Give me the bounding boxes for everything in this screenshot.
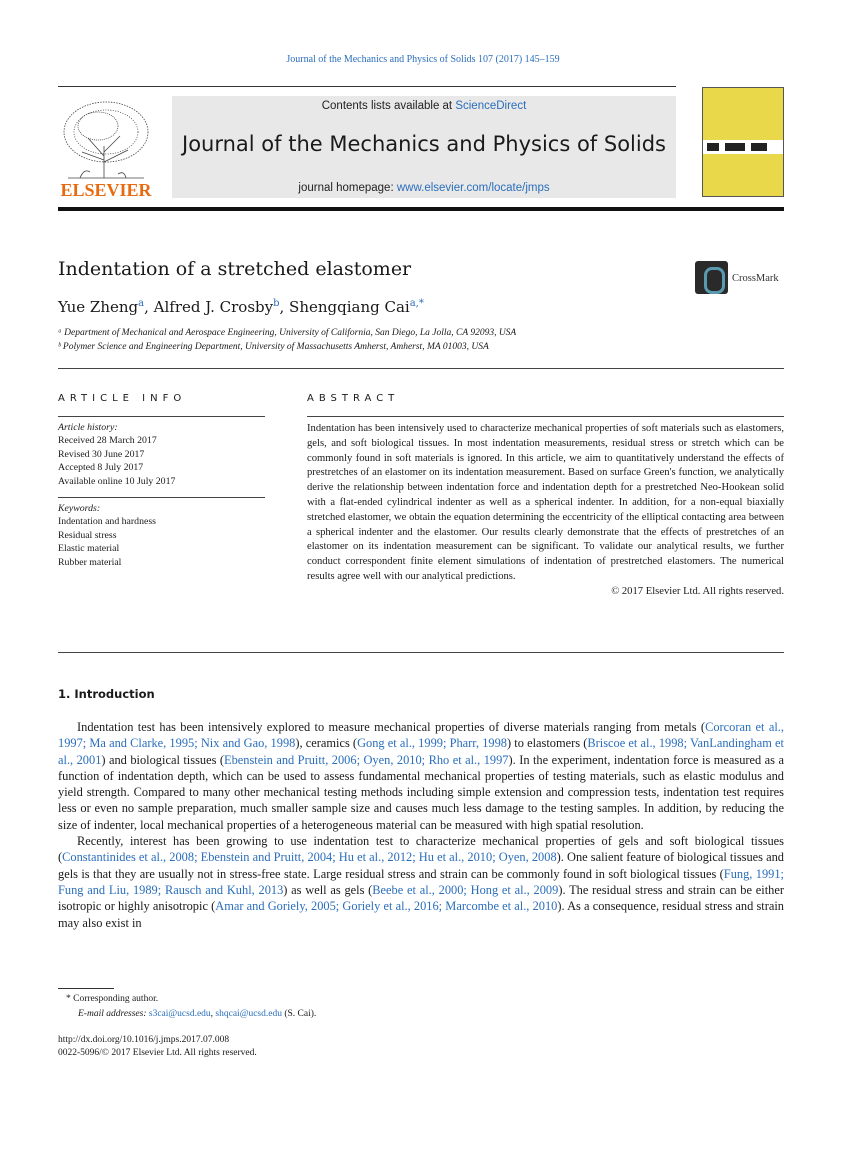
text-run: ), ceramics (: [295, 736, 358, 751]
email-link[interactable]: shqcai@ucsd.edu: [215, 1009, 282, 1019]
journal-name: Journal of the Mechanics and Physics of Solids: [182, 132, 666, 156]
author-name[interactable]: Shengqiang Cai: [289, 298, 410, 316]
citation-link[interactable]: Briscoe et al., 1998; VanLandingham et al., 2001: [58, 736, 784, 767]
history-item: Revised 30 June 2017: [58, 448, 145, 460]
text-run: ). As a consequence, residual stress and strain may also exist in: [58, 899, 785, 930]
author-list: Yue Zheng$^a$, Alfred J. Crosby$^b$, Shengqiang Cai$^{a,*}$: [58, 298, 424, 316]
crossmark-label[interactable]: CrossMark: [732, 273, 779, 284]
text-run: ). In the experiment, indentation force is measured as a function of indentation depth, which can be used to assess fundamental mechanical properties of testing materials, such as elastic modulus and yield strength. Compared to many other mechanical testing methods including simple extension and compression tests, indentation test requires less or even no sample preparation, much smaller sample size and causes much less damage to the testing samples. In addition, by reducing the size of indenter, local mechanical properties of a heterogeneous material can be measured with high spatial resolution.: [58, 752, 784, 832]
paragraph: [58, 833, 784, 931]
homepage-line: [172, 182, 676, 194]
text-run: ) to elastomers (: [506, 736, 588, 751]
issn-line: 0022-5096/© 2017 Elsevier Ltd. All rights reserved.: [58, 1048, 257, 1058]
email-line: [78, 1009, 316, 1019]
abstract-copyright: © 2017 Elsevier Ltd. All rights reserved.: [611, 585, 784, 597]
keyword-item: Elastic material: [58, 543, 120, 555]
abstract-text: Indentation has been intensively used to characterize mechanical properties of soft materials such as elastomers, gels, and soft biological tissues. In most indentation measurements, residual stress or stretch which can be commonly found in soft materials is ignored. In this article, we aim to quantitatively understand the effects of prestretches of an elastomer on its indentation measurement. Based on surface Green's function, we analytically derive the relationship between indentation force and indentation depth for a prestretched Neo-Hookean solid with a flat-ended cylindrical indenter as well as a spherical indenter. In addition, for a non-equal biaxially stretched elastomer, we obtain the equation determining the eccentricity of the elliptical contacting area between a spherical indenter and the elastomer. Our results clearly demonstrate that the effects of prestretches of an elastomer on its indentation measurement can be significant. To validate our analytical results, we further conduct correspondent finite element simulations of indentation of prestretched elastomers. The numerical results agree well with our analytical predictions.: [307, 423, 784, 582]
text-run: ). The residual stress and strain can be either isotropic or highly anisotropic (: [58, 882, 784, 914]
citation-link[interactable]: Corcoran et al., 1997; Ma and Clarke, 1995; Nix and Gao, 1998: [58, 720, 784, 751]
info-rule: [58, 497, 265, 498]
keywords: [58, 502, 156, 569]
journal-cover-thumbnail[interactable]: [702, 87, 784, 197]
citation-link[interactable]: Beebe et al., 2000; Hong et al., 2009: [372, 882, 559, 897]
cover-shape: [707, 143, 719, 151]
abstract-heading: ABSTRACT: [307, 393, 400, 404]
paragraph: [58, 719, 784, 833]
citation-link[interactable]: Amar and Goriely, 2005; Goriely et al., 2016; Marcombe et al., 2010: [215, 899, 558, 914]
text-run: ) as well as gels (: [283, 882, 373, 897]
history-item: Received 28 March 2017: [58, 435, 157, 447]
text-run: ) and biological tissues (: [101, 752, 224, 767]
affiliation-b: ᵇ Polymer Science and Engineering Department, University of Massachusetts Amherst, Amherst, MA 01003, USA: [58, 342, 489, 352]
crossmark-icon[interactable]: [695, 261, 728, 294]
footnote-rule: [58, 988, 114, 989]
running-head[interactable]: Journal of the Mechanics and Physics of Solids 107 (2017) 145–159: [286, 54, 560, 65]
affiliation-a: ᵃ Department of Mechanical and Aerospace Engineering, University of California, San Diego, La Jolla, CA 92093, USA: [58, 328, 517, 338]
section-rule: [58, 368, 784, 369]
contents-line: [172, 100, 676, 112]
journal-banner: [172, 96, 676, 198]
doi-link[interactable]: http://dx.doi.org/10.1016/j.jmps.2017.07.008: [58, 1035, 230, 1045]
introduction-heading: 1. Introduction: [58, 687, 155, 701]
contents-prefix: Contents lists available at: [321, 100, 456, 112]
text-run: Recently, interest has been growing to use indentation test to characterize mechanical properties of gels and soft biological tissues (: [58, 834, 784, 865]
journal-homepage-link[interactable]: www.elsevier.com/locate/jmps: [396, 182, 550, 194]
author-name[interactable]: Yue Zheng: [58, 298, 139, 316]
keyword-item: Indentation and hardness: [58, 516, 156, 528]
author-affil-marker[interactable]: a,*: [409, 298, 424, 309]
section-rule: [58, 652, 784, 653]
cover-shape: [751, 143, 767, 151]
abstract-rule: [307, 416, 784, 417]
author-affil-marker[interactable]: a: [138, 298, 145, 309]
introduction-body: [58, 719, 784, 931]
history-label: Article history:: [58, 422, 118, 433]
homepage-prefix: journal homepage:: [298, 182, 397, 194]
header-rule: [58, 86, 676, 87]
email-label: E-mail addresses:: [78, 1009, 147, 1019]
keywords-label: Keywords:: [58, 503, 101, 514]
keyword-item: Rubber material: [58, 556, 122, 568]
history-item: Accepted 8 July 2017: [58, 462, 144, 474]
abstract-body: [307, 422, 784, 600]
info-rule: [58, 416, 265, 417]
article-title: Indentation of a stretched elastomer: [58, 258, 412, 280]
text-run: Indentation test has been intensively explored to measure mechanical properties of diverse materials ranging from metals (: [77, 720, 706, 734]
publisher-wordmark[interactable]: ELSEVIER: [60, 180, 152, 200]
citation-link[interactable]: Constantinides et al., 2008; Ebenstein and Pruitt, 2004; Hu et al., 2012; Hu et al., 2010; Oyen, 2008: [62, 850, 557, 865]
cover-shape: [725, 143, 745, 151]
email-separator: ,: [210, 1009, 216, 1019]
citation-link[interactable]: Gong et al., 1999; Pharr, 1998: [357, 736, 507, 751]
citation-link[interactable]: Fung, 1991; Fung and Liu, 1989; Rausch and Kuhl, 2013: [58, 866, 784, 897]
citation-link[interactable]: Ebenstein and Pruitt, 2006; Oyen, 2010; Rho et al., 1997: [224, 752, 509, 767]
keyword-item: Residual stress: [58, 529, 117, 541]
author-affil-marker[interactable]: b: [273, 298, 280, 309]
sciencedirect-link[interactable]: ScienceDirect: [455, 100, 527, 112]
article-info-heading: ARTICLE INFO: [58, 393, 187, 404]
author-name[interactable]: Alfred J. Crosby: [153, 298, 274, 316]
history-item: Available online 10 July 2017: [58, 475, 176, 487]
corresponding-author-note: * Corresponding author.: [66, 994, 159, 1004]
header-thick-rule: [58, 207, 784, 211]
text-run: ). One salient feature of biological tissues and gels is that they are usually not in stress-free state. Large residual stress and strain can be commonly found in soft biological tissues (: [58, 850, 785, 881]
email-link[interactable]: s3cai@ucsd.edu: [148, 1009, 211, 1019]
email-suffix: (S. Cai).: [281, 1009, 317, 1019]
article-history: [58, 421, 175, 488]
